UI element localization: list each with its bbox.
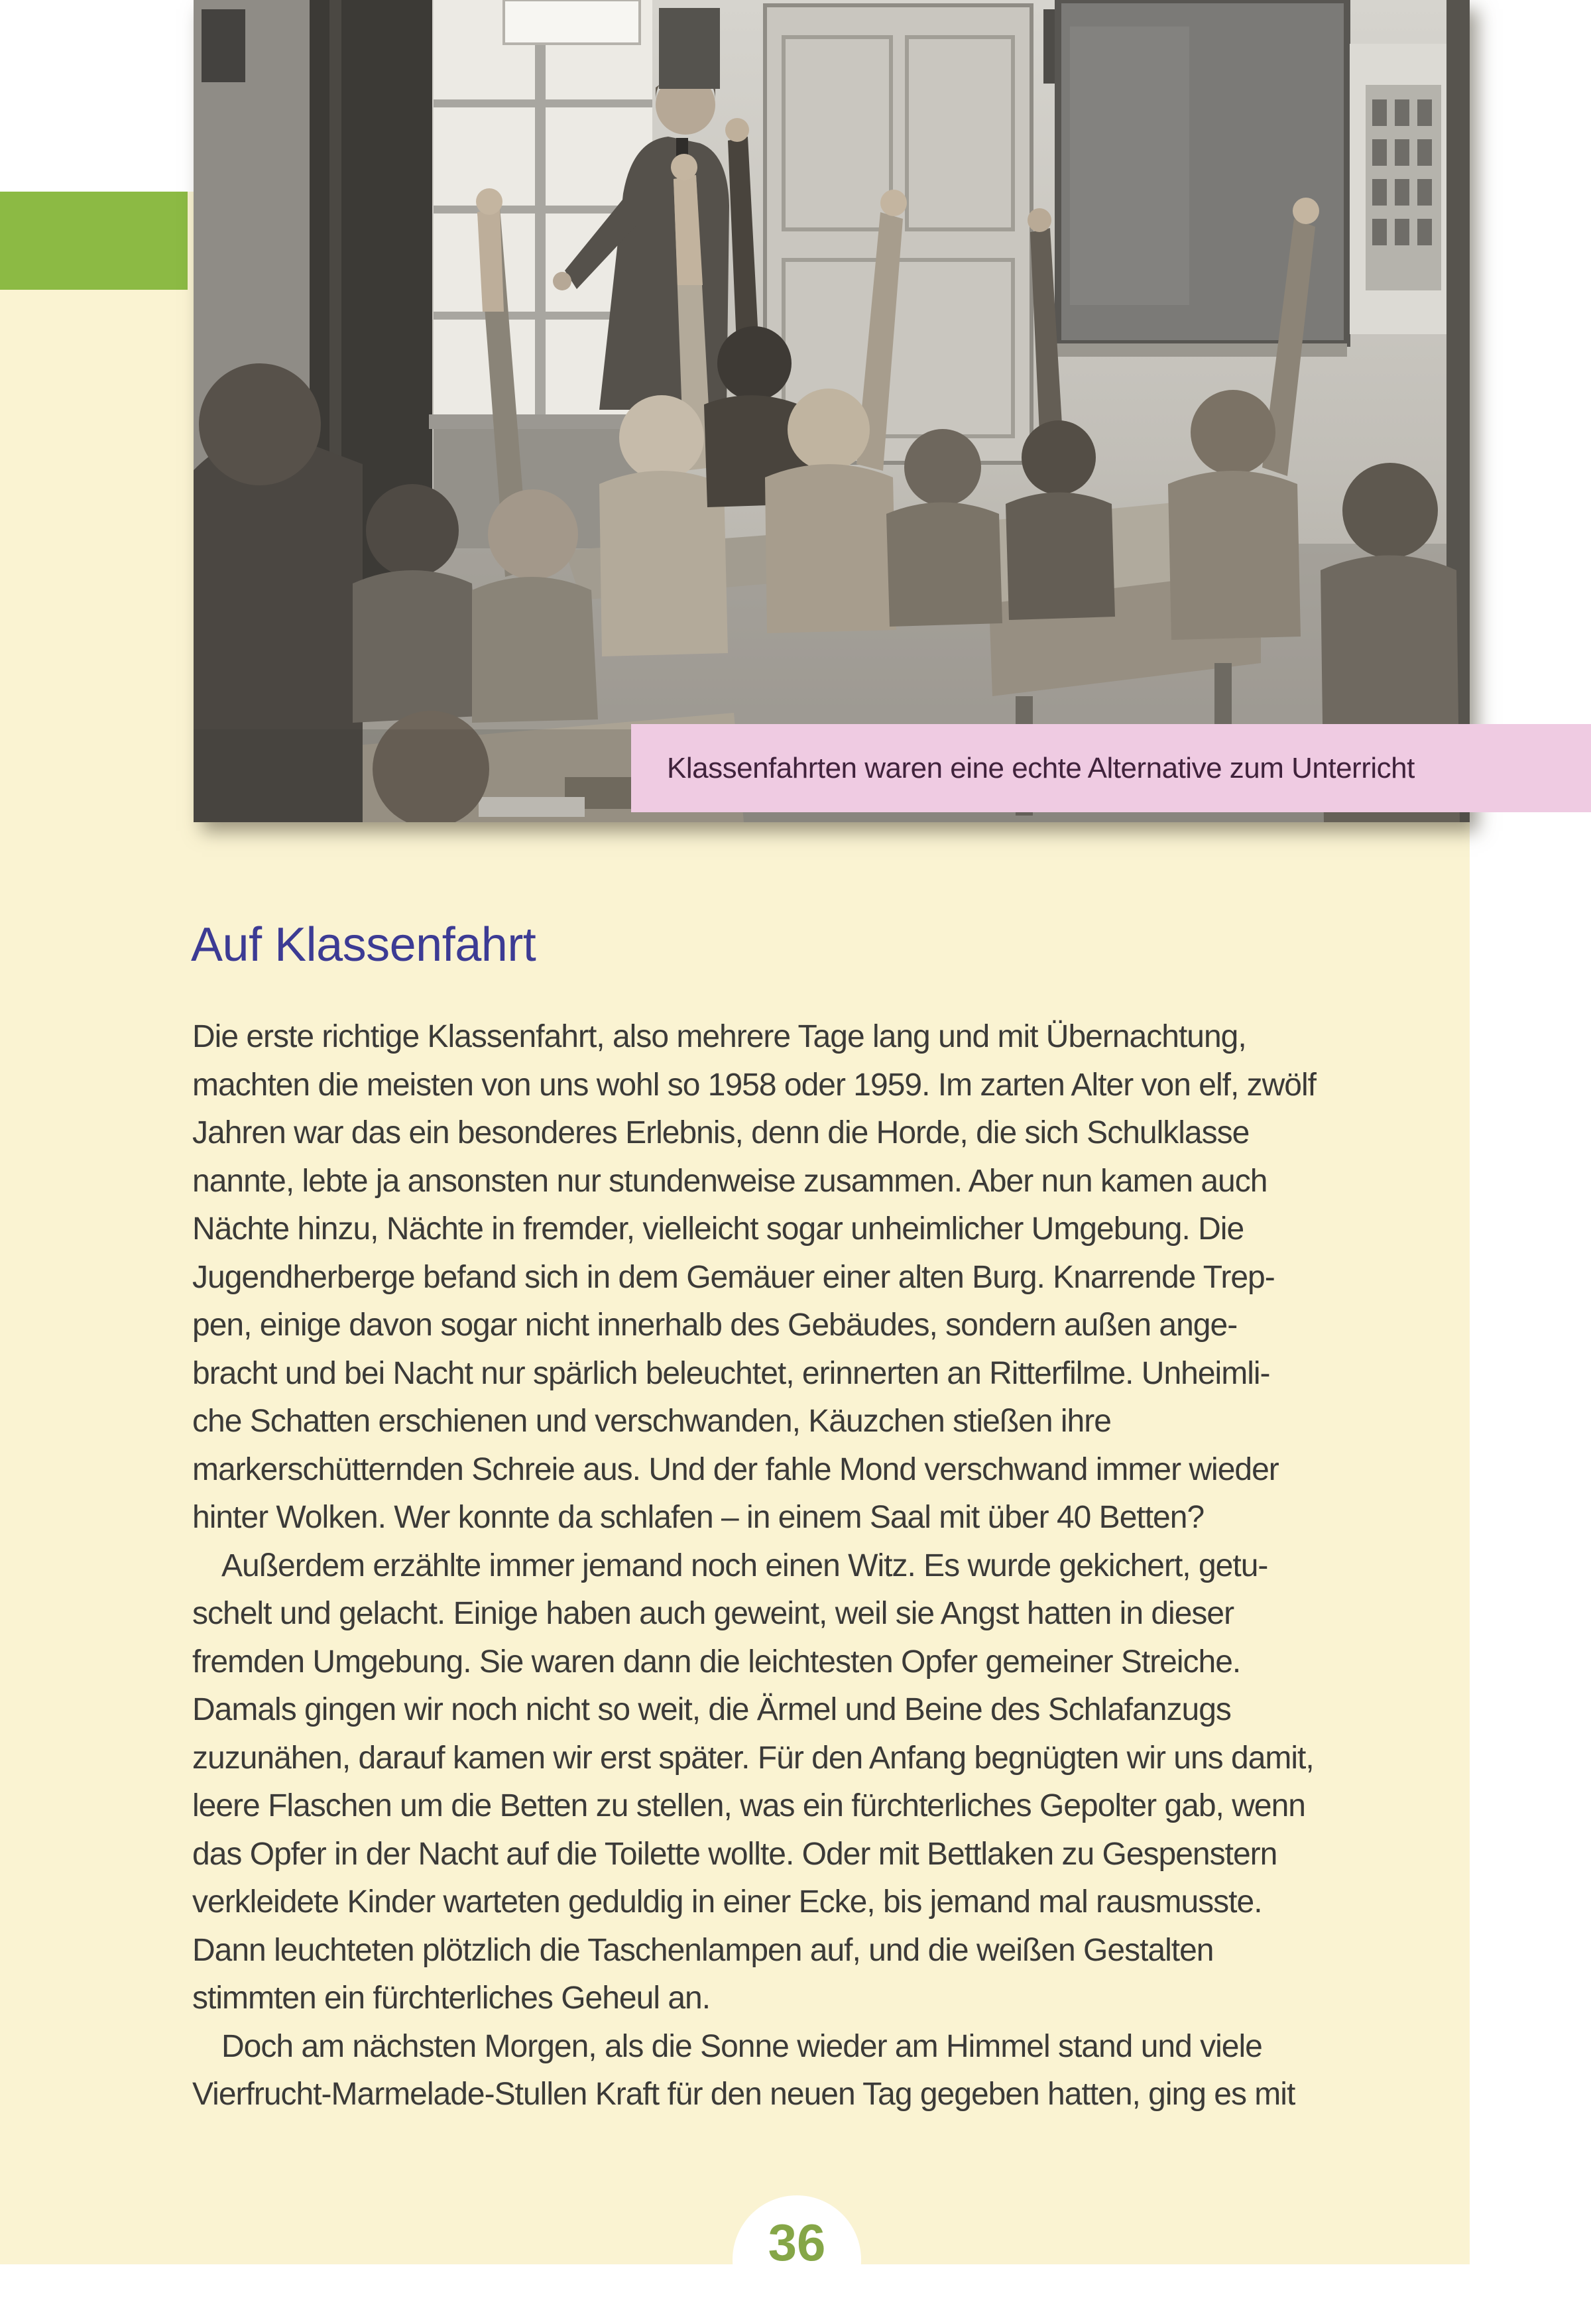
classroom-photo-illustration <box>194 0 1470 822</box>
text-line: Damals gingen wir noch nicht so weit, die Ärmel und Beine des Schlafanzugs <box>192 1692 1231 1727</box>
page-number-badge <box>733 2195 861 2324</box>
photo-caption: Klassenfahrten waren eine echte Alternative zum Unterricht <box>667 751 1415 784</box>
paragraph <box>192 1542 1452 2023</box>
picture-frame <box>202 9 245 82</box>
text-line: zuzunähen, darauf kamen wir erst später. Für den Anfang begnügten wir uns damit, <box>192 1740 1314 1776</box>
section-heading: Auf Klassenfahrt <box>191 918 536 971</box>
page-number: 36 <box>768 2213 826 2272</box>
paragraph <box>192 2023 1452 2119</box>
text-line: das Opfer in der Nacht auf die Toilette wollte. Oder mit Bettlaken zu Gespenstern <box>192 1836 1277 1872</box>
text-line: Jahren war das ein besonderes Erlebnis, denn die Horde, die sich Schulklasse <box>192 1115 1250 1150</box>
text-line: Außerdem erzählte immer jemand noch einen Witz. Es wurde gekichert, getu- <box>221 1548 1268 1583</box>
text-line: Nächte hinzu, Nächte in fremder, vielleicht sogar unheimlicher Umgebung. Die <box>192 1211 1244 1247</box>
text-line: fremden Umgebung. Sie waren dann die leichtesten Opfer gemeiner Streiche. <box>192 1644 1241 1680</box>
text-line: verkleidete Kinder warteten geduldig in einer Ecke, bis jemand mal rausmusste. <box>192 1884 1262 1920</box>
text-line: schelt und gelacht. Einige haben auch geweint, weil sie Angst hatten in dieser <box>192 1596 1234 1631</box>
text-line: markerschütternden Schreie aus. Und der fahle Mond verschwand immer wieder <box>192 1451 1279 1487</box>
text-line: machten die meisten von uns wohl so 1958 oder 1959. Im zarten Alter von elf, zwölf <box>192 1067 1316 1103</box>
text-line: pen, einige davon sogar nicht innerhalb des Gebäudes, sondern außen ange- <box>192 1308 1238 1343</box>
text-line: Vierfrucht-Marmelade-Stullen Kraft für den neuen Tag gegeben hatten, ging es mit <box>192 2077 1295 2112</box>
classroom-photo <box>194 0 1470 822</box>
text-line: hinter Wolken. Wer konnte da schlafen – in einem Saal mit über 40 Betten? <box>192 1500 1205 1535</box>
picture-frame <box>659 8 720 89</box>
text-line: bracht und bei Nacht nur spärlich beleuchtet, erinnerten an Ritterfilme. Unheimli- <box>192 1355 1270 1391</box>
paragraph <box>192 1013 1452 1542</box>
text-line: leere Flaschen um die Betten zu stellen, was ein fürchterliches Gepolter gab, wenn <box>192 1788 1305 1823</box>
article-body <box>192 1013 1452 2119</box>
white-sign <box>504 0 640 44</box>
text-line: nannte, lebte ja ansonsten nur stundenweise zusammen. Aber nun kamen auch <box>192 1163 1267 1199</box>
text-line: Jugendherberge befand sich in dem Gemäuer einer alten Burg. Knarrende Trep- <box>192 1259 1275 1295</box>
photo-caption-bar <box>631 724 1591 812</box>
text-line: che Schatten erschienen und verschwanden, Käuzchen stießen ihre <box>192 1404 1111 1439</box>
text-line: Doch am nächsten Morgen, als die Sonne wieder am Himmel stand und viele <box>221 2028 1262 2064</box>
text-line: stimmten ein fürchterliches Geheul an. <box>192 1981 711 2016</box>
text-line: Dann leuchteten plötzlich die Taschenlampen auf, und die weißen Gestalten <box>192 1932 1214 1968</box>
text-line: Die erste richtige Klassenfahrt, also mehrere Tage lang und mit Übernachtung, <box>192 1019 1246 1054</box>
green-accent-bar <box>0 192 188 290</box>
right-window-building <box>1350 44 1457 334</box>
